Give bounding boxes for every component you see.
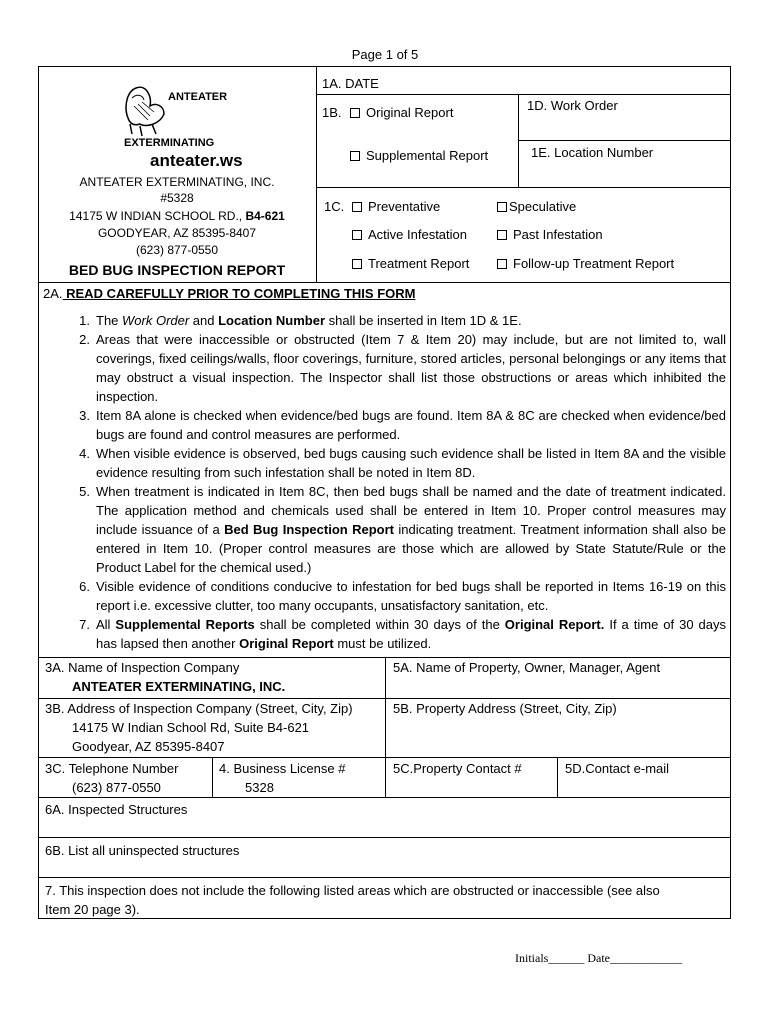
logo-text-bottom: EXTERMINATING xyxy=(124,137,215,149)
instruction-item xyxy=(43,311,726,330)
contact-email-label: 5D.Contact e-mail xyxy=(565,761,670,776)
company-name-label: 3A. Name of Inspection Company xyxy=(45,660,240,675)
instruction-text: Item 8A alone is checked when evidence/bed bugs are found. Item 8A & 8C are checked when evidence/bed bugs are found and control measures are performed. xyxy=(96,408,726,442)
website: anteater.ws xyxy=(150,151,243,170)
past-infestation-option[interactable]: Past Infestation xyxy=(497,227,603,243)
instruction-number: 5. xyxy=(79,484,90,499)
section6a-line xyxy=(38,797,731,798)
instruction-item xyxy=(43,330,726,406)
past-infestation-checkbox[interactable] xyxy=(497,230,507,240)
field-1c-label: 1C. xyxy=(324,199,345,214)
followup-treatment-option[interactable]: Follow-up Treatment Report xyxy=(497,256,674,272)
header-divider xyxy=(316,66,317,282)
instruction-item xyxy=(43,577,726,615)
treatment-report-checkbox[interactable] xyxy=(352,259,362,269)
supplemental-report-option[interactable]: Supplemental Report xyxy=(350,148,488,164)
company-address-line2[interactable]: Goodyear, AZ 85395-8407 xyxy=(72,739,225,754)
instruction-text: When visible evidence is observed, bed bugs causing such evidence shall be listed in Item 8A and the visible evidence resulting from such infestation shall be noted in Item 8D. xyxy=(96,446,726,480)
company-license: #5328 xyxy=(160,191,194,205)
work-order-label: 1D. Work Order xyxy=(527,98,618,113)
anteater-logo xyxy=(120,80,240,150)
active-infestation-option[interactable]: Active Infestation xyxy=(352,227,467,243)
original-report-checkbox[interactable] xyxy=(350,108,360,118)
page-number: Page 1 of 5 xyxy=(351,47,419,62)
company-city: GOODYEAR, AZ 85395-8407 xyxy=(97,226,257,240)
instruction-item xyxy=(43,482,726,577)
followup-treatment-checkbox[interactable] xyxy=(497,259,507,269)
instruction-number: 7. xyxy=(79,617,90,632)
company-address-label: 3B. Address of Inspection Company (Street, City, Zip) xyxy=(45,701,353,716)
instruction-number: 3. xyxy=(79,408,90,423)
instructions-heading: 2A. READ CAREFULLY PRIOR TO COMPLETING THIS FORM xyxy=(43,286,416,301)
instruction-text: Visible evidence of conditions conducive to infestation for bed bugs shall be reported in Items 16-19 on this report i.e. excessive clutter, too many occupants, unsatisfactory sanitation, etc. xyxy=(96,579,726,613)
section3c-line xyxy=(38,757,731,758)
preventative-option[interactable]: Preventative xyxy=(352,199,440,215)
item7-line1: 7. This inspection does not include the following listed areas which are obstructed or inaccessible (see also xyxy=(45,883,660,898)
company-address: 14175 W INDIAN SCHOOL RD., B4-621 xyxy=(69,209,285,223)
treatment-report-option[interactable]: Treatment Report xyxy=(352,256,469,272)
initials-date-line[interactable]: Initials______ Date____________ xyxy=(515,951,682,965)
property-contact-label: 5C.Property Contact # xyxy=(393,761,522,776)
property-name-label: 5A. Name of Property, Owner, Manager, Agent xyxy=(393,660,661,675)
section3-mid-divider xyxy=(385,657,386,797)
date-label: 1A. DATE xyxy=(322,76,379,91)
instruction-text: The Work Order and Location Number shall be inserted in Item 1D & 1E. xyxy=(96,313,522,328)
instruction-text: Areas that were inaccessible or obstructed (Item 7 & Item 20) may include, but are not limited to, wall coverings, fixed ceilings/walls, floor coverings, furniture, stored articles, personal belongings or any items that may obstruct a visual inspection. The Inspector shall list those obstructions or areas which inhibited the inspection. xyxy=(96,332,726,404)
header-bottom-line xyxy=(38,282,731,283)
report-title: BED BUG INSPECTION REPORT xyxy=(68,262,286,278)
logo-text-top: ANTEATER xyxy=(168,91,228,103)
instruction-text: All Supplemental Reports shall be completed within 30 days of the Original Report. If a time of 30 days has lapsed then another Original Report must be utilized. xyxy=(96,617,726,651)
license-value[interactable]: 5328 xyxy=(245,780,274,795)
location-number-label: 1E. Location Number xyxy=(531,145,654,160)
field-1b-label: 1B. xyxy=(322,105,342,120)
speculative-option[interactable]: Speculative xyxy=(497,199,576,215)
active-infestation-checkbox[interactable] xyxy=(352,230,362,240)
work-order-line xyxy=(518,140,731,141)
instruction-number: 2. xyxy=(79,332,90,347)
section7-line xyxy=(38,877,731,878)
item7-line2: Item 20 page 3). xyxy=(45,902,140,917)
preventative-checkbox[interactable] xyxy=(352,202,362,212)
license-divider xyxy=(212,757,213,797)
section6b-line xyxy=(38,837,731,838)
telephone-value[interactable]: (623) 877-0550 xyxy=(72,780,161,795)
company-name: ANTEATER EXTERMINATING, INC. xyxy=(79,175,275,189)
company-phone: (623) 877-0550 xyxy=(135,243,219,257)
instruction-item xyxy=(43,615,726,653)
inspected-structures-label: 6A. Inspected Structures xyxy=(45,802,188,817)
license-label: 4. Business License # xyxy=(219,761,346,776)
date-row-line xyxy=(316,94,731,95)
instruction-item xyxy=(43,406,726,444)
speculative-checkbox[interactable] xyxy=(497,202,507,212)
company-address-line1[interactable]: 14175 W Indian School Rd, Suite B4-621 xyxy=(72,720,310,735)
property-address-label: 5B. Property Address (Street, City, Zip) xyxy=(393,701,617,716)
original-report-option[interactable]: Original Report xyxy=(350,105,453,121)
supplemental-report-checkbox[interactable] xyxy=(350,151,360,161)
section3b-line xyxy=(38,698,731,699)
instruction-number: 4. xyxy=(79,446,90,461)
instructions-list xyxy=(43,311,726,653)
email-divider xyxy=(557,757,558,797)
company-name-value[interactable]: ANTEATER EXTERMINATING, INC. xyxy=(72,679,286,694)
telephone-label: 3C. Telephone Number xyxy=(45,761,179,776)
instruction-number: 1. xyxy=(79,313,90,328)
instruction-item xyxy=(43,444,726,482)
instruction-number: 6. xyxy=(79,579,90,594)
instruction-text: When treatment is indicated in Item 8C, then bed bugs shall be named and the date of treatment indicated. The application method and chemicals used shall be entered in Item 10. Proper control measures may include issuance of a Bed Bug Inspection Report indicating treatment. Treatment information shall also be entered in Item 10. (Proper control measures are those which are allowed by State Statute/Rule or the Product Label for the chemical used.) xyxy=(96,484,726,575)
report-type-line xyxy=(316,187,731,188)
uninspected-structures-label: 6B. List all uninspected structures xyxy=(45,843,240,858)
